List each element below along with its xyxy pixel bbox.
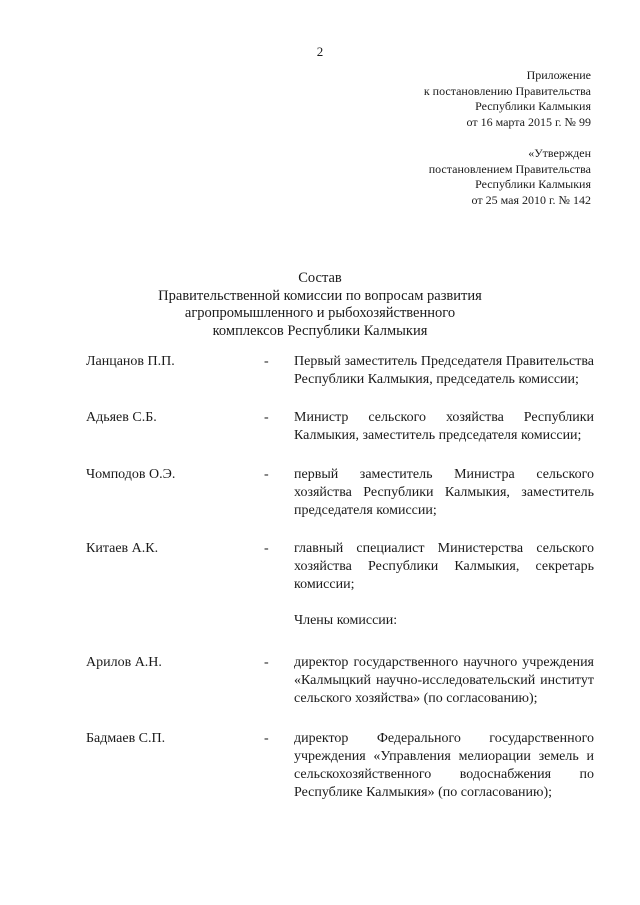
roster-entry-member bbox=[86, 654, 594, 708]
approval-line: «Утвержден bbox=[528, 146, 591, 160]
commission-roster bbox=[86, 353, 594, 802]
approval-block bbox=[429, 146, 591, 208]
roster-entry-vice-chair bbox=[86, 466, 594, 520]
dash-separator: - bbox=[264, 467, 269, 482]
page-number: 2 bbox=[316, 44, 324, 59]
dash-separator: - bbox=[264, 655, 269, 670]
member-role: Министр сельского хозяйства Республики Калмыкия, заместитель председателя комиссии; bbox=[294, 410, 594, 443]
title-line: Состав bbox=[298, 270, 342, 286]
title-line: агропромышленного и рыбохозяйственного bbox=[184, 305, 456, 321]
member-name: Ланцанов П.П. bbox=[86, 354, 175, 369]
appendix-line: Приложение bbox=[526, 68, 591, 82]
dash-separator: - bbox=[264, 410, 269, 425]
approval-line: постановлением Правительства bbox=[428, 161, 591, 176]
appendix-block bbox=[424, 68, 591, 130]
appendix-line: от 16 марта 2015 г. № 99 bbox=[466, 114, 591, 129]
dash-separator: - bbox=[264, 731, 269, 746]
title-line: комплексов Республики Калмыкия bbox=[212, 322, 428, 339]
roster-entry-chair bbox=[86, 353, 594, 389]
document-title bbox=[0, 270, 640, 340]
approval-line: Республики Калмыкия bbox=[475, 177, 591, 191]
roster-entry-secretary bbox=[86, 540, 594, 594]
members-heading: Члены комиссии: bbox=[294, 613, 398, 628]
dash-separator: - bbox=[264, 354, 269, 369]
member-name: Адьяев С.Б. bbox=[86, 410, 157, 425]
member-role: директор государственного научного учреждения «Калмыцкий научно-исследовательский институт сельского хозяйства» (по согласованию); bbox=[294, 655, 594, 706]
member-name: Китаев А.К. bbox=[86, 541, 159, 556]
dash-separator: - bbox=[264, 541, 269, 556]
member-role: главный специалист Министерства сельского хозяйства Республики Калмыкия, секретарь комиссии; bbox=[294, 541, 594, 592]
roster-entry-member bbox=[86, 730, 594, 802]
member-name: Бадмаев С.П. bbox=[86, 731, 166, 746]
member-role: директор Федерального государственного учреждения «Управления мелиорации земель и сельскохозяйственного водоснабжения по Республике Калмыкия» (по согласованию); bbox=[294, 731, 594, 800]
appendix-line: к постановлению Правительства bbox=[423, 83, 591, 98]
title-line: Правительственной комиссии по вопросам развития bbox=[158, 287, 482, 304]
member-name: Чомподов О.Э. bbox=[86, 467, 176, 482]
roster-entry-vice-chair bbox=[86, 409, 594, 445]
appendix-line: Республики Калмыкия bbox=[475, 99, 591, 113]
member-name: Арилов А.Н. bbox=[86, 655, 162, 670]
member-role: первый заместитель Министра сельского хозяйства Республики Калмыкия, заместитель председателя комиссии; bbox=[294, 467, 594, 518]
member-role: Первый заместитель Председателя Правительства Республики Калмыкия, председатель комиссии; bbox=[294, 354, 594, 387]
approval-line: от 25 мая 2010 г. № 142 bbox=[471, 192, 591, 207]
